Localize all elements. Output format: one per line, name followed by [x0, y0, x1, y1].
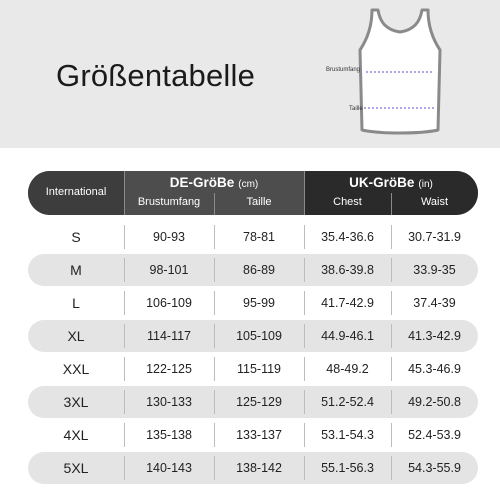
header-de-unit: (cm): [238, 179, 259, 190]
table-cell-size: 5XL: [63, 460, 89, 476]
table-header: [28, 171, 478, 215]
table-row: [28, 419, 478, 451]
header-de-waist: Taille: [246, 196, 272, 208]
table-cell-uk-waist: 54.3-55.9: [408, 461, 461, 475]
table-cell-size: 3XL: [63, 394, 89, 410]
table-row: [28, 353, 478, 385]
table-cell-de-chest: 140-143: [146, 461, 192, 475]
table-cell-de-chest: 106-109: [146, 296, 192, 310]
table-cell-size: M: [70, 262, 82, 278]
header-de-chest: Brustumfang: [137, 196, 201, 208]
table-row: [28, 320, 478, 352]
table-cell-de-waist: 115-119: [236, 362, 282, 376]
table-cell-uk-waist: 41.3-42.9: [408, 329, 461, 343]
table-cell-uk-chest: 53.1-54.3: [321, 428, 374, 442]
table-cell-de-chest: 130-133: [146, 395, 192, 409]
table-cell-size: L: [72, 295, 80, 311]
header-uk-waist: Waist: [420, 196, 449, 208]
table-cell-de-waist: 95-99: [243, 296, 275, 310]
page-title: Größentabelle: [56, 58, 256, 93]
header-de-size: [124, 175, 304, 190]
table-cell-de-chest: 98-101: [149, 263, 189, 277]
table-cell-de-chest: 122-125: [146, 362, 192, 376]
table-cell-uk-chest: 51.2-52.4: [321, 395, 374, 409]
table-cell-uk-chest: 41.7-42.9: [321, 296, 374, 310]
header-uk-unit: (in): [418, 179, 433, 190]
table-row: [28, 287, 478, 319]
table-cell-de-waist: 125-129: [236, 395, 282, 409]
table-cell-uk-chest: 38.6-39.8: [321, 263, 374, 277]
chest-measure-label: Brustumfang: [326, 67, 361, 73]
header-uk-size: [304, 175, 478, 190]
table-cell-uk-chest: 48-49.2: [326, 362, 369, 376]
table-cell-de-waist: 86-89: [243, 263, 275, 277]
table-row: [28, 452, 478, 484]
table-cell-size: XL: [67, 328, 85, 344]
table-row: [28, 254, 478, 286]
tank-top-icon: [320, 8, 480, 138]
table-cell-uk-waist: 30.7-31.9: [408, 230, 461, 244]
header-de-title: DE-GröBe: [169, 175, 235, 190]
header-uk-title: UK-GröBe: [349, 175, 415, 190]
table-cell-size: XXL: [62, 361, 90, 377]
table-cell-de-chest: 90-93: [153, 230, 185, 244]
header-international: International: [45, 186, 107, 198]
waist-measure-label: Taille: [349, 106, 363, 112]
size-table: [20, 153, 486, 495]
table-cell-size: 4XL: [63, 427, 89, 443]
table-cell-uk-chest: 55.1-56.3: [321, 461, 374, 475]
tank-top-diagram: [320, 8, 480, 138]
table-cell-de-chest: 114-117: [146, 329, 192, 343]
table-cell-uk-chest: 35.4-36.6: [321, 230, 374, 244]
table-row: [28, 221, 478, 253]
table-cell-uk-waist: 37.4-39: [413, 296, 456, 310]
table-cell-uk-waist: 52.4-53.9: [408, 428, 461, 442]
header-uk-chest: Chest: [333, 196, 362, 208]
table-cell-uk-waist: 49.2-50.8: [408, 395, 461, 409]
table-cell-de-waist: 105-109: [236, 329, 282, 343]
table-cell-uk-chest: 44.9-46.1: [321, 329, 374, 343]
table-cell-de-chest: 135-138: [146, 428, 192, 442]
table-cell-uk-waist: 45.3-46.9: [408, 362, 461, 376]
table-cell-size: S: [71, 229, 81, 245]
table-row: [28, 386, 478, 418]
table-cell-de-waist: 78-81: [243, 230, 275, 244]
header-band: [0, 0, 500, 148]
table-cell-de-waist: 138-142: [236, 461, 282, 475]
table-cell-de-waist: 133-137: [236, 428, 282, 442]
table-cell-uk-waist: 33.9-35: [413, 263, 456, 277]
